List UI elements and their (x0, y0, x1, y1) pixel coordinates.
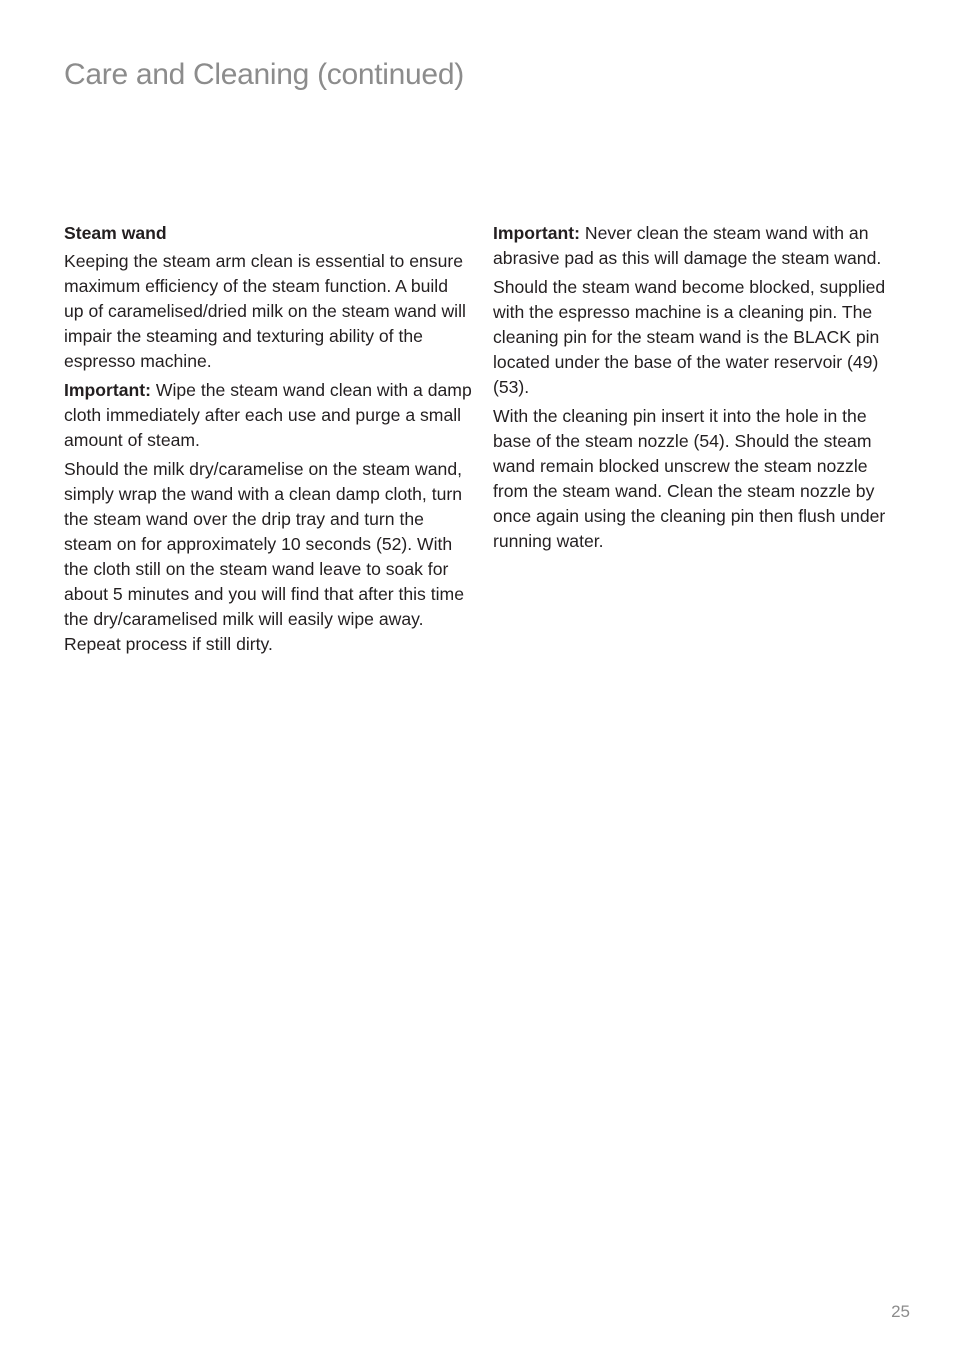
page-title: Care and Cleaning (continued) (64, 58, 464, 91)
paragraph-steam-arm-clean: Keeping the steam arm clean is essential to ensure maximum efficiency of the steam function. A build up of caramelised/dried milk on the steam wand will impair the steaming and texturing ability of the espresso machine. (64, 251, 466, 371)
paragraph-important-wipe (64, 378, 472, 453)
paragraph-cleaning-pin: With the cleaning pin insert it into the hole in the base of the steam nozzle (54). Should the steam wand remain blocked unscrew the steam nozzle from the steam wand. Clean the steam nozzle by once again using the cleaning pin then flush under running water. (493, 406, 886, 551)
important-wipe-text: Wipe the steam wand clean with a damp cloth immediately after each use and purge a small amount of steam. (64, 380, 472, 450)
right-column (493, 221, 903, 558)
page-number: 25 (891, 1302, 910, 1321)
paragraph-important-abrasive (493, 221, 903, 271)
important-abrasive-text: Never clean the steam wand with an abrasive pad as this will damage the steam wand. (493, 223, 882, 268)
important-label: Important: (64, 380, 151, 400)
paragraph-milk-caramelise: Should the milk dry/caramelise on the steam wand, simply wrap the wand with a clean damp cloth, turn the steam wand over the drip tray and turn the steam on for approximately 10 seconds (52). With the cloth still on the steam wand leave to soak for about 5 minutes and you will find that after this time the dry/caramelised milk will easily wipe away. Repeat process if still dirty. (64, 459, 464, 654)
left-column (64, 221, 472, 661)
important-label: Important: (493, 223, 580, 243)
section-heading-steam-wand: Steam wand (64, 223, 167, 243)
paragraph-blocked-wand: Should the steam wand become blocked, supplied with the espresso machine is a cleaning pin. The cleaning pin for the steam wand is the BLACK pin located under the base of the water reservoir (49)(53). (493, 277, 886, 397)
